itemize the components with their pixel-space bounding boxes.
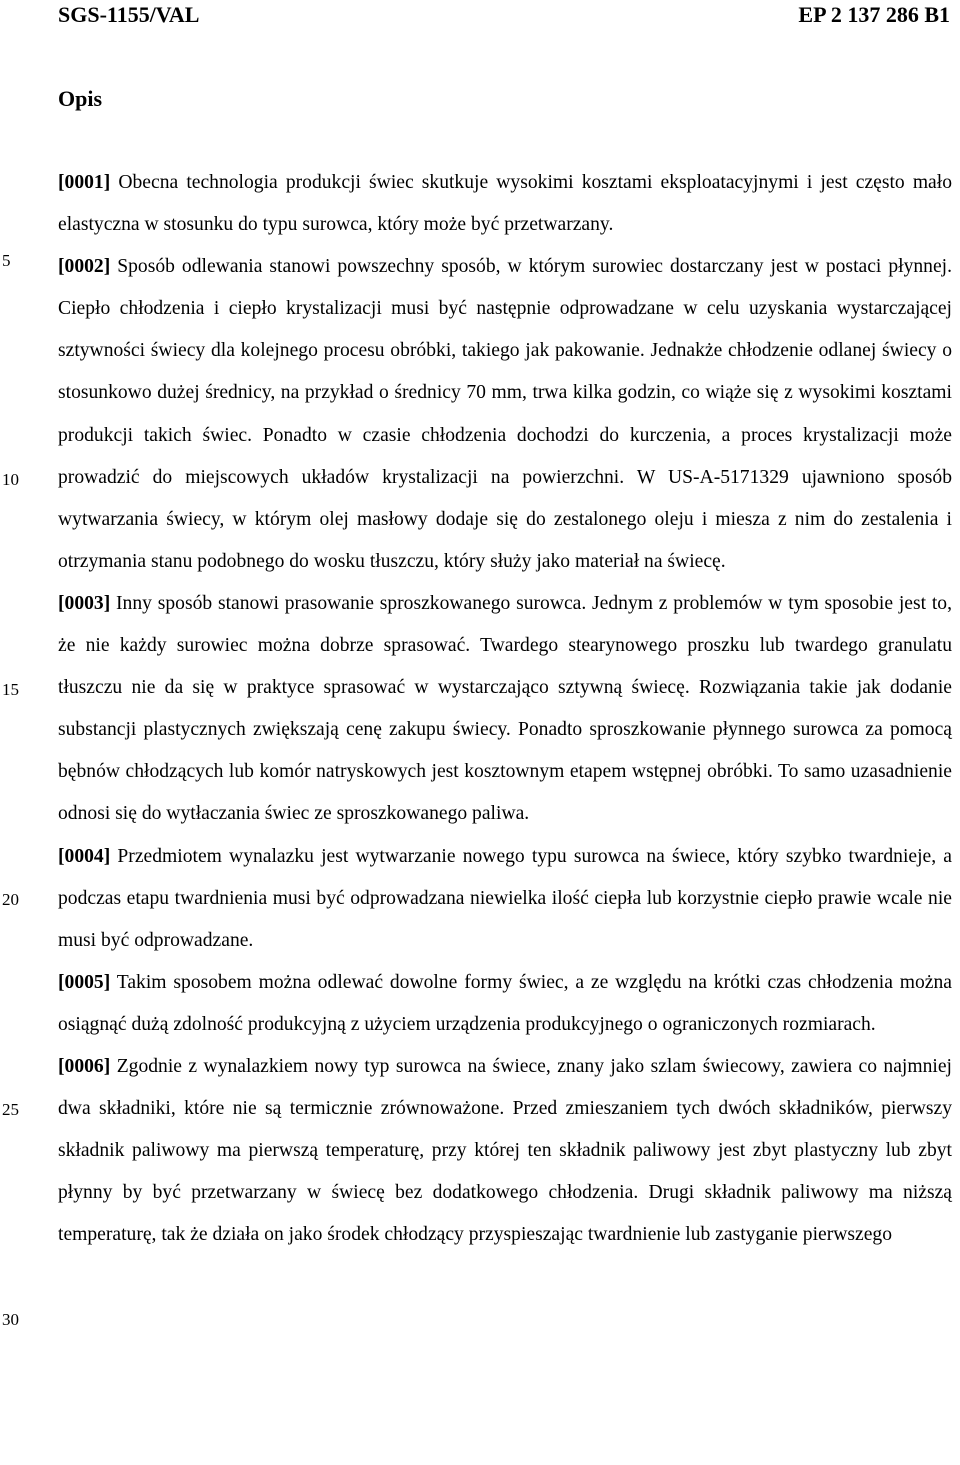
- paragraph-0004: [58, 836, 952, 962]
- section-title: Opis: [58, 86, 103, 111]
- document-code: SGS-1155/VAL: [58, 2, 200, 27]
- line-number: 20: [2, 890, 19, 909]
- line-number: 15: [2, 680, 19, 699]
- paragraph-number: [0002]: [58, 256, 111, 278]
- paragraph-text: Inny sposób stanowi prasowanie sproszkowanego surowca. Jednym z problemów w tym sposobie jest to, że nie każdy surowiec można dobrze sprasować. Twardego stearynowego proszku lub twardego granulatu tłuszczu nie da się w praktyce sprasować w wystarczająco sztywną świecę. Rozwiązania takie jak dodanie substancji plastycznych zwiększają cenę zakupu świecy. Ponadto sproszkowanie płynnego surowca za pomocą bębnów chłodzących lub komór natryskowych jest kosztownym etapem wstępnej obróbki. To samo uzasadnienie odnosi się do wytłaczania świec ze sproszkowanego paliwa.: [58, 592, 952, 825]
- paragraph-number: [0006]: [58, 1055, 111, 1077]
- paragraph-text: Sposób odlewania stanowi powszechny sposób, w którym surowiec dostarczany jest w postaci płynnej. Ciepło chłodzenia i ciepło krystalizacji musi być następnie odprowadzane w celu uzyskania wystarczającej sztywności świecy dla kolejnego procesu obróbki, takiego jak pakowanie. Jednakże chłodzenie odlanej świecy o stosunkowo dużej średnicy, na przykład o średnicy 70 mm, trwa kilka godzin, co wiąże się z wysokimi kosztami produkcji takich świec. Ponadto w czasie chłodzenia dochodzi do kurczenia, a proces krystalizacji może prowadzić do miejscowych układów krystalizacji na powierzchni. W US-A-5171329 ujawniono sposób wytwarzania świecy, w którym olej masłowy dodaje się do zestalonego oleju i miesza z nim do zestalenia i otrzymania stanu podobnego do wosku tłuszczu, który służy jako materiał na świecę.: [58, 256, 952, 572]
- paragraph-number: [0001]: [58, 172, 111, 193]
- paragraph-text: Obecna technologia produkcji świec skutkuje wysokimi kosztami eksploatacyjnymi i jest często mało elastyczna w stosunku do typu surowca, który może być przetwarzany.: [58, 172, 952, 236]
- paragraph-0002: [58, 246, 952, 583]
- line-number: 25: [2, 1100, 19, 1119]
- line-number: 10: [2, 470, 19, 489]
- paragraph-0005: [58, 962, 952, 1046]
- paragraph-text: Takim sposobem można odlewać dowolne formy świec, a ze względu na krótki czas chłodzenia można osiągnąć dużą zdolność produkcyjną z użyciem urządzenia produkcyjnego o ograniczonych rozmiarach.: [58, 971, 952, 1035]
- paragraph-number: [0003]: [58, 592, 111, 614]
- paragraph-number: [0004]: [58, 845, 111, 867]
- paragraph-text: Przedmiotem wynalazku jest wytwarzanie nowego typu surowca na świece, który szybko twardnieje, a podczas etapu twardnienia musi być odprowadzana niewielka ilość ciepła lub korzystnie ciepło prawie wcale nie musi być odprowadzane.: [58, 845, 952, 951]
- paragraph-0003: [58, 583, 952, 836]
- paragraph-number: [0005]: [58, 971, 111, 993]
- paragraph-0006: [58, 1046, 952, 1256]
- line-number: 30: [2, 1310, 19, 1329]
- line-number-margin: [0, 0, 40, 1465]
- paragraph-text: Zgodnie z wynalazkiem nowy typ surowca na świece, znany jako szlam świecowy, zawiera co najmniej dwa składniki, które nie są termicznie zrównoważone. Przed zmieszaniem tych dwóch składników, pierwszy składnik paliwowy ma pierwszą temperaturę, przy której ten składnik paliwowy jest zbyt plastyczny lub zbyt płynny by być przetwarzany w świecę bez dodatkowego chłodzenia. Drugi składnik paliwowy ma niższą temperaturę, tak że działa on jako środek chłodzący przyspieszając twardnienie lub zastyganie pierwszego: [58, 1055, 952, 1246]
- paragraph-0001: [58, 162, 952, 246]
- line-number: 5: [2, 251, 11, 270]
- description-body: [58, 162, 952, 1256]
- patent-number: EP 2 137 286 B1: [798, 2, 950, 27]
- page-header: [58, 2, 950, 32]
